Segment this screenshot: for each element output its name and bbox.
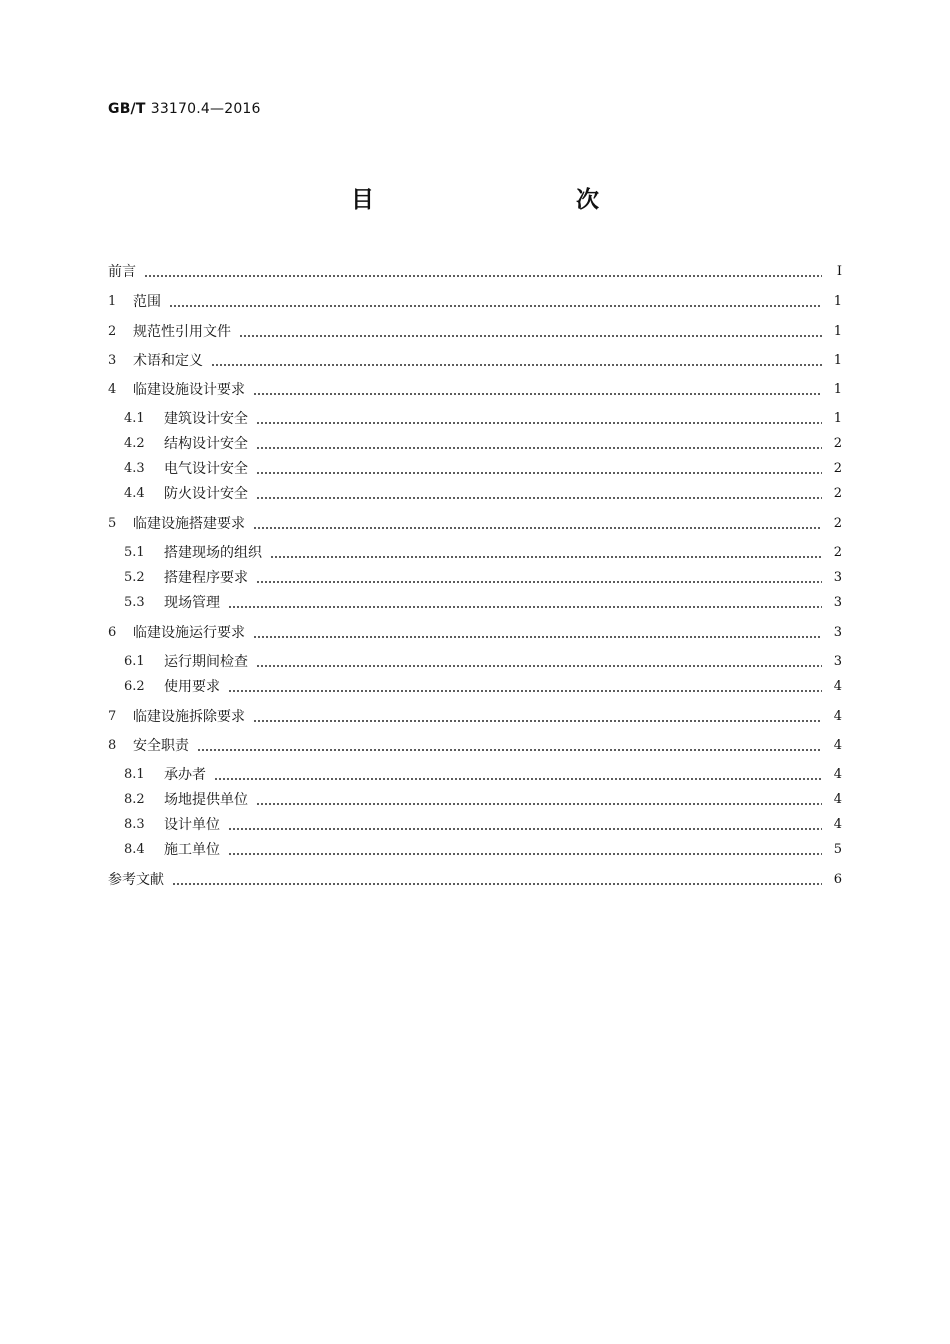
toc-entry[interactable] <box>108 704 842 726</box>
toc-entry-number: 4.3 <box>124 461 145 476</box>
toc-entry-page: 2 <box>833 486 842 501</box>
toc-entry[interactable] <box>108 620 842 642</box>
toc-entry-page: 2 <box>833 516 842 531</box>
toc-leader-dots <box>256 792 822 806</box>
toc-entry-page: 5 <box>833 842 842 857</box>
toc-entry-page: 2 <box>833 461 842 476</box>
toc-entry-number: 8.1 <box>124 767 145 782</box>
toc-entry-number: 8.2 <box>124 792 145 807</box>
toc-entry[interactable] <box>124 406 842 428</box>
toc-leader-dots <box>256 654 822 668</box>
toc-leader-dots <box>256 461 822 475</box>
toc-entry-number: 4.1 <box>124 411 145 426</box>
toc-leader-dots <box>211 353 822 367</box>
toc-entry-page: 3 <box>833 625 842 640</box>
toc-entry-title: 搭建程序要求 <box>164 570 248 586</box>
toc-entry-number: 5.1 <box>124 545 145 560</box>
standard-number: 33170.4—2016 <box>150 101 261 117</box>
toc-entry[interactable] <box>108 867 842 889</box>
toc-entry-page: 1 <box>833 353 842 368</box>
page-title: 目 次 <box>351 187 651 213</box>
toc-entry-number: 7 <box>108 709 117 724</box>
toc-entry[interactable] <box>124 812 842 834</box>
toc-leader-dots <box>169 294 822 308</box>
toc-entry-number: 6 <box>108 625 117 640</box>
toc-entry-page: 2 <box>833 436 842 451</box>
toc-entry[interactable] <box>124 762 842 784</box>
toc-leader-dots <box>256 486 822 500</box>
toc-entry-page: 4 <box>833 709 842 724</box>
toc-entry[interactable] <box>108 511 842 533</box>
toc-entry[interactable] <box>108 733 842 755</box>
toc-entry-number: 2 <box>108 324 117 339</box>
toc-entry[interactable] <box>124 456 842 478</box>
toc-entry-page: 4 <box>833 767 842 782</box>
toc-entry[interactable] <box>124 787 842 809</box>
toc-entry-page: 3 <box>833 595 842 610</box>
toc-leader-dots <box>253 709 822 723</box>
toc-entry-page: 2 <box>833 545 842 560</box>
toc-entry-title: 范围 <box>133 294 161 310</box>
toc-entry[interactable] <box>124 674 842 696</box>
toc-entry-number: 3 <box>108 353 117 368</box>
toc-entry-number: 5.2 <box>124 570 145 585</box>
toc-entry[interactable] <box>124 837 842 859</box>
toc-leader-dots <box>197 738 822 752</box>
toc-entry-number: 4.4 <box>124 486 145 501</box>
toc-leader-dots <box>214 767 822 781</box>
toc-entry-number: 8.4 <box>124 842 145 857</box>
toc-entry[interactable] <box>124 565 842 587</box>
toc-entry[interactable] <box>108 319 842 341</box>
toc-entry-page: 4 <box>833 792 842 807</box>
toc-entry-title: 承办者 <box>164 767 206 783</box>
toc-entry-number: 4 <box>108 382 117 397</box>
toc-entry-number: 5 <box>108 516 117 531</box>
toc-entry-title: 设计单位 <box>164 817 220 833</box>
toc-leader-dots <box>256 570 822 584</box>
toc-entry[interactable] <box>124 540 842 562</box>
toc-entry-title: 使用要求 <box>164 679 220 695</box>
toc-entry-title: 场地提供单位 <box>164 792 248 808</box>
toc-leader-dots <box>228 842 822 856</box>
toc-entry-page: 1 <box>833 294 842 309</box>
toc-entry-page: 1 <box>833 324 842 339</box>
toc-entry-title: 临建设施搭建要求 <box>133 516 245 532</box>
toc-entry[interactable] <box>124 590 842 612</box>
toc-entry-title: 防火设计安全 <box>164 486 248 502</box>
toc-entry-number: 6.1 <box>124 654 145 669</box>
toc-entry-page: 4 <box>833 738 842 753</box>
toc-entry-title: 临建设施设计要求 <box>133 382 245 398</box>
toc-leader-dots <box>256 436 822 450</box>
toc-entry-number: 1 <box>108 294 117 309</box>
toc-entry-page: 4 <box>833 817 842 832</box>
toc-entry-number: 8 <box>108 738 117 753</box>
toc-entry-page: 3 <box>833 570 842 585</box>
toc-entry[interactable] <box>108 348 842 370</box>
toc-entry-title: 术语和定义 <box>133 353 203 369</box>
toc-entry-title: 现场管理 <box>164 595 220 611</box>
toc-leader-dots <box>253 516 822 530</box>
toc-leader-dots <box>270 545 822 559</box>
toc-entry-title: 建筑设计安全 <box>164 411 248 427</box>
toc-entry-page: Ⅰ <box>836 264 842 279</box>
toc-leader-dots <box>172 872 822 886</box>
toc-entry-title: 电气设计安全 <box>164 461 248 477</box>
toc-leader-dots <box>228 595 822 609</box>
toc-entry-title: 搭建现场的组织 <box>164 545 262 561</box>
standard-code <box>108 101 261 117</box>
toc-entry-number: 6.2 <box>124 679 145 694</box>
toc-leader-dots <box>253 382 822 396</box>
toc-entry-title: 临建设施拆除要求 <box>133 709 245 725</box>
toc-entry[interactable] <box>108 259 842 281</box>
toc-entry-page: 1 <box>833 382 842 397</box>
standard-prefix: GB/T <box>108 101 146 117</box>
toc-entry[interactable] <box>108 377 842 399</box>
toc-entry-number: 4.2 <box>124 436 145 451</box>
toc-entry[interactable] <box>108 289 842 311</box>
toc-entry-title: 前言 <box>108 264 136 280</box>
toc-leader-dots <box>228 817 822 831</box>
toc-entry-title: 结构设计安全 <box>164 436 248 452</box>
toc-leader-dots <box>253 625 822 639</box>
toc-entry-title: 安全职责 <box>133 738 189 754</box>
toc-entry-page: 1 <box>833 411 842 426</box>
toc-leader-dots <box>228 679 822 693</box>
toc-entry-number: 5.3 <box>124 595 145 610</box>
toc-leader-dots <box>256 411 822 425</box>
toc-entry-number: 8.3 <box>124 817 145 832</box>
toc-entry-title: 临建设施运行要求 <box>133 625 245 641</box>
toc-entry-title: 参考文献 <box>108 872 164 888</box>
toc-entry[interactable] <box>124 431 842 453</box>
toc-entry-page: 4 <box>833 679 842 694</box>
toc-entry[interactable] <box>124 649 842 671</box>
toc-entry-title: 运行期间检查 <box>164 654 248 670</box>
toc-entry-title: 施工单位 <box>164 842 220 858</box>
toc-entry-title: 规范性引用文件 <box>133 324 231 340</box>
toc-leader-dots <box>144 264 822 278</box>
toc-entry-page: 3 <box>833 654 842 669</box>
toc-entry-page: 6 <box>833 872 842 887</box>
toc-leader-dots <box>239 324 822 338</box>
toc-entry[interactable] <box>124 481 842 503</box>
